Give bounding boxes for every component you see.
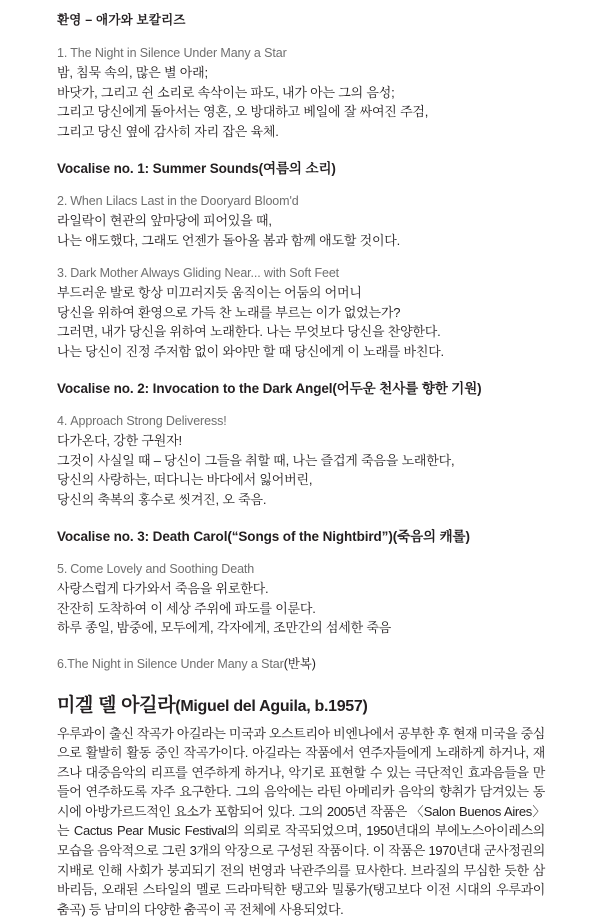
movement-1 xyxy=(57,46,545,141)
movement-1-line-2: 바닷가, 그리고 쉰 소리로 속삭이는 파도, 내가 아는 그의 음성; xyxy=(57,83,545,103)
movement-5 xyxy=(57,562,545,638)
movement-4-line-3: 당신의 사랑하는, 떠다니는 바다에서 잃어버린, xyxy=(57,470,545,490)
vocalise-2 xyxy=(57,377,545,397)
vocalise-1-title-en: Vocalise no. 1: Summer Sounds xyxy=(57,161,259,176)
vocalise-3 xyxy=(57,525,545,545)
movement-6-heading xyxy=(57,654,545,672)
composer-bio: 우루과이 출신 작곡가 아길라는 미국과 오스트리아 비엔나에서 공부한 후 현재 미국을 중심으로 활발히 활동 중인 작곡가이다. 아길라는 작품에서 연주자들에게 노래하게 하거나, 재즈나 대중음악의 리프를 연주하게 하거나, 악기로 표현할 수 있는 극단적인 효과음들을 만들어 연주하도록 자주 요구한다. 그의 음악에는 라틴 아메리카 음악의 향취가 담겨있는 동시에 아방가르드적인 요소가 포함되어 있다. 그의 2005년 작품은 〈Salon Buenos Aires〉는 Cactus Pear Music Festival의 의뢰로 작곡되었으며, 1950년대의 부에노스아이레스의 모습을 음악적으로 그린 3개의 악장으로 구성된 작품이다. 이 작품은 1970년대 군사정권의 지배로 인해 사회가 붕괴되기 전의 번영과 낙관주의를 묘사한다. 브라질의 무심한 듯한 삼바리듬, 오래된 스타일의 멜로 드라마틱한 탱고와 밀롱가(탱고보다 이전 시대의 우루과이 춤곡) 등 남미의 다양한 춤곡이 곡 전체에 사용되었다. xyxy=(57,724,545,919)
movement-4-line-2: 그것이 사실일 때 – 당신이 그들을 취할 때, 나는 즐겁게 죽음을 노래한다, xyxy=(57,451,545,471)
movement-5-line-3: 하루 종일, 밤중에, 모두에게, 각자에게, 조만간의 섬세한 죽음 xyxy=(57,618,545,638)
movement-3-line-4: 나는 당신이 진정 주저함 없이 와야만 할 때 당신에게 이 노래를 바친다. xyxy=(57,342,545,362)
composer-name-en: (Miguel del Aguila, b.1957) xyxy=(175,698,367,715)
movement-5-line-2: 잔잔히 도착하여 이 세상 주위에 파도를 이룬다. xyxy=(57,599,545,619)
movement-4-line-1: 다가온다, 강한 구원자! xyxy=(57,431,545,451)
movement-2-heading xyxy=(57,194,545,208)
movement-3-title: Dark Mother Always Gliding Near... with Soft Feet xyxy=(70,266,339,280)
movement-4-title: Approach Strong Deliveress! xyxy=(70,414,226,428)
vocalise-3-title-en: Vocalise no. 3: Death Carol(“Songs of the Nightbird”) xyxy=(57,529,393,544)
movement-6-title: The Night in Silence Under Many a Star xyxy=(67,657,283,671)
movement-2-line-2: 나는 애도했다, 그래도 언젠가 돌아올 봄과 함께 애도할 것이다. xyxy=(57,231,545,251)
movement-5-line-1: 사랑스럽게 다가와서 죽음을 위로한다. xyxy=(57,579,545,599)
movement-2 xyxy=(57,194,545,250)
movement-5-heading xyxy=(57,562,545,576)
movement-6-repeat-label: (반복) xyxy=(284,657,316,671)
vocalise-2-title-kr: (어두운 천사를 향한 기원) xyxy=(332,381,481,396)
movement-4-heading xyxy=(57,414,545,428)
movement-4-line-4: 당신의 축복의 홍수로 씻겨진, 오 죽음. xyxy=(57,490,545,510)
page-title: 환영 – 애가와 보칼리즈 xyxy=(57,10,545,28)
movement-1-line-3: 그리고 당신에게 돌아서는 영혼, 오 방대하고 베일에 잘 싸여진 주검, xyxy=(57,102,545,122)
movement-1-line-1: 밤, 침묵 속의, 많은 별 아래; xyxy=(57,63,545,83)
vocalise-1-title-kr: (여름의 소리) xyxy=(259,161,336,176)
movement-1-heading xyxy=(57,46,545,60)
movement-2-line-1: 라일락이 현관의 앞마당에 피어있을 때, xyxy=(57,211,545,231)
movement-4-number: 4. xyxy=(57,414,67,428)
movement-1-line-4: 그리고 당신 옆에 감사히 자리 잡은 육체. xyxy=(57,122,545,142)
vocalise-1 xyxy=(57,157,545,177)
movement-3 xyxy=(57,266,545,361)
vocalise-3-title-kr: (죽음의 캐롤) xyxy=(393,529,470,544)
movement-1-number: 1. xyxy=(57,46,67,60)
composer-heading xyxy=(57,690,545,717)
composer-name-kr: 미겔 델 아길라 xyxy=(57,695,175,716)
movement-3-number: 3. xyxy=(57,266,67,280)
movement-3-line-1: 부드러운 발로 항상 미끄러지듯 움직이는 어둠의 어머니 xyxy=(57,283,545,303)
movement-6-number: 6. xyxy=(57,657,67,671)
movement-2-number: 2. xyxy=(57,194,67,208)
movement-5-title: Come Lovely and Soothing Death xyxy=(70,562,254,576)
movement-1-title: The Night in Silence Under Many a Star xyxy=(70,46,286,60)
movement-4 xyxy=(57,414,545,509)
movement-3-heading xyxy=(57,266,545,280)
movement-2-title: When Lilacs Last in the Dooryard Bloom'd xyxy=(70,194,298,208)
movement-5-number: 5. xyxy=(57,562,67,576)
vocalise-2-title-en: Vocalise no. 2: Invocation to the Dark Angel xyxy=(57,381,332,396)
movement-3-line-2: 당신을 위하여 환영으로 가득 찬 노래를 부르는 이가 없었는가? xyxy=(57,303,545,323)
movement-3-line-3: 그러면, 내가 당신을 위하여 노래한다. 나는 무엇보다 당신을 찬양한다. xyxy=(57,322,545,342)
